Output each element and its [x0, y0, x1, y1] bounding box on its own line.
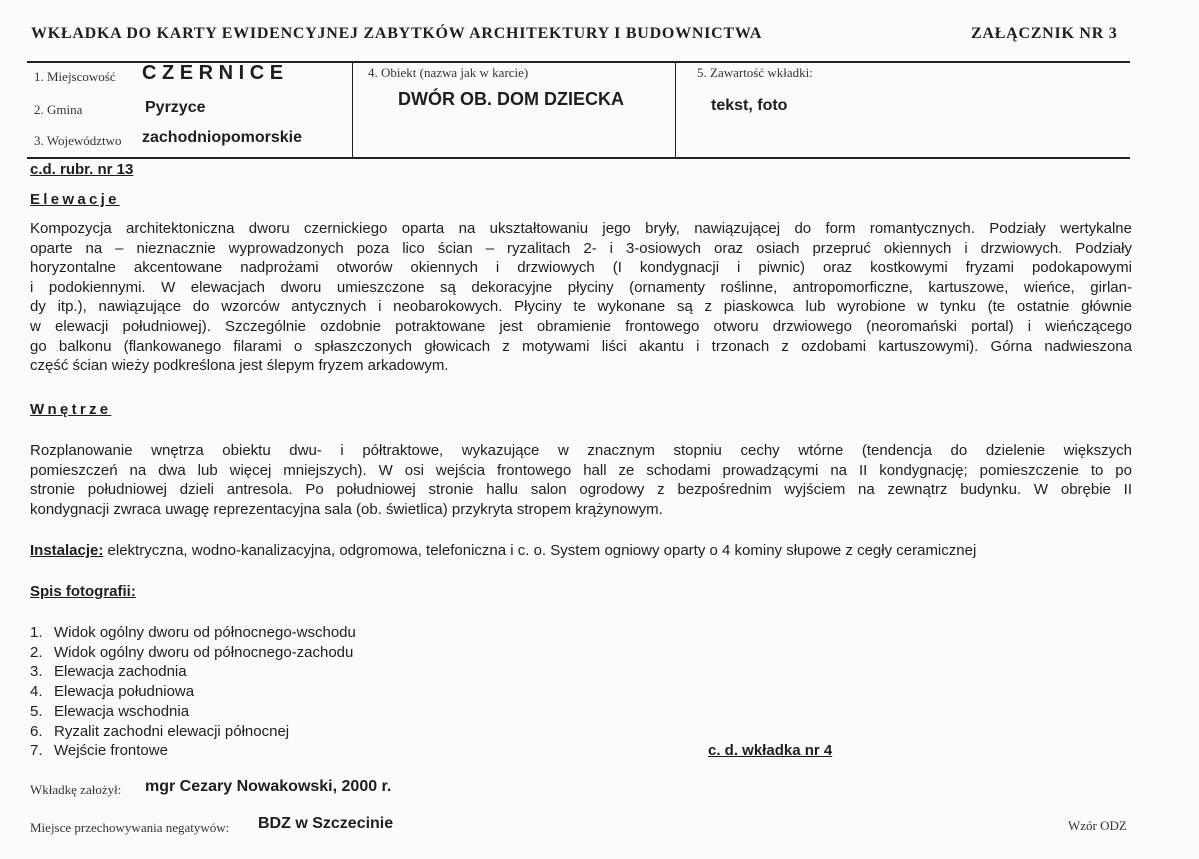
obiekt-label: 4. Obiekt (nazwa jak w karcie): [368, 65, 529, 80]
elewacje-line: dy itp.), nawiązujące do wzorców antycznych i neobarokowych. Płyciny te wykonane są z piaskowca lub wyrobione w tynku (te ostatnie głównie: [30, 298, 1132, 316]
gmina-value: Pyrzyce: [145, 99, 206, 116]
wojewodztwo-value: zachodniopomorskie: [142, 129, 303, 146]
elewacje-line: go balkonu (flankowanego filarami o spłaszczonych głowicach z motywami liści akantu i trzonach z ozdobami kartuszowymi). Górna nadwieszona: [30, 337, 1132, 355]
wnetrze-line: stronie południowej dzieli antresola. Po południowej stronie hallu salon ogrodowy z bezpośrednim wyjściem na zewnątrz budynku. W obrębie II: [30, 481, 1132, 499]
elewacje-line: Kompozycja architektoniczna dworu czernickiego oparta na ukształtowaniu jego bryły, nawiązującej do form romantycznych. Podziały wertykalne: [30, 220, 1132, 237]
zawartosc-value: tekst, foto: [711, 97, 788, 114]
wnetrze-heading: Wnętrze: [30, 401, 112, 418]
wojewodztwo-label: 3. Województwo: [34, 133, 122, 148]
zawartosc-label: 5. Zawartość wkładki:: [697, 65, 813, 80]
photo-item: 5. Elewacja wschodnia: [30, 702, 190, 720]
wnetrze-line: pomieszczeń na dwa lub więcej mniejszych). W osi wejścia frontowego hall ze schodami prowadzącymi na II kondygnację; pomieszczenie to po: [30, 461, 1132, 479]
miejscowosc-value: C Z E R N I C E: [142, 62, 284, 84]
annex-number: ZAŁĄCZNIK NR 3: [971, 25, 1118, 42]
negatives-label: Miejsce przechowywania negatywów:: [30, 820, 230, 835]
rubric-continuation: c.d. rubr. nr 13: [30, 161, 134, 178]
miejscowosc-label: 1. Miejscowość: [34, 69, 116, 84]
photo-item: 3. Elewacja zachodnia: [30, 663, 187, 681]
photo-item: 1. Widok ogólny dworu od północnego-wschodu: [30, 624, 356, 641]
elewacje-line: część ścian wieży podkreślona jest ślepym fryzem arkadowym.: [30, 357, 449, 375]
template-mark: Wzór ODZ: [1068, 818, 1127, 833]
grid-bottom-rule: [27, 157, 1130, 159]
photo-item: 4. Elewacja południowa: [30, 683, 195, 701]
obiekt-value: DWÓR OB. DOM DZIECKA: [398, 89, 624, 109]
photo-item: 2. Widok ogólny dworu od północnego-zachodu: [30, 643, 354, 661]
elewacje-line: w elewacji południowej). Szczególnie ozdobnie potraktowane jest obramienie frontowego otworu drzwiowego (neoromański portal) i wieńczącego: [30, 317, 1132, 335]
author-value: mgr Cezary Nowakowski, 2000 r.: [145, 778, 392, 795]
grid-divider-1: [352, 62, 353, 157]
continuation-note: c. d. wkładka nr 4: [708, 742, 833, 759]
elewacje-line: i podokiennymi. W elewacjach dworu umieszczone są dekoracyjne płyciny (ornamenty roślinne, antropomorficzne, kartuszowe, wieńce, girlan-: [30, 278, 1132, 296]
negatives-value: BDZ w Szczecinie: [258, 815, 394, 832]
grid-divider-2: [675, 62, 676, 157]
instalacje-label: Instalacje:: [30, 542, 104, 559]
wnetrze-paragraph: [30, 441, 1132, 519]
author-label: Wkładkę założył:: [30, 782, 122, 797]
document-title: WKŁADKA DO KARTY EWIDENCYJNEJ ZABYTKÓW ARCHITEKTURY I BUDOWNICTWA: [31, 25, 763, 42]
elewacje-paragraph: [30, 219, 1132, 376]
wnetrze-line: kondygnacji zwraca uwagę reprezentacyjna sala (ob. świetlica) przykryta stropem krążynowym.: [30, 500, 663, 518]
elewacje-line: horyzontalne akcentowane nadprożami otworów okiennych i drzwiowych (I kondygnacji i piwnic) oraz kostkowymi fryzami podokapowymi: [30, 259, 1132, 277]
photo-item: 7. Wejście frontowe: [30, 742, 168, 760]
instalacje-line: [30, 542, 976, 559]
photo-item: 6. Ryzalit zachodni elewacji północnej: [30, 722, 290, 740]
wnetrze-line: Rozplanowanie wnętrza obiektu dwu- i półtraktowe, wykazujące w znacznym stopniu cechy wtórne (tendencja do dzielenie większych: [30, 442, 1132, 459]
elewacje-heading: Elewacje: [30, 191, 120, 208]
photos-heading: Spis fotografii:: [30, 583, 136, 600]
elewacje-line: oparte na – nieznacznie wyprowadzonych poza lico ścian – ryzalitach 2- i 3-osiowych oraz osiach przepruć okiennych i drzwiowych. Podziały: [30, 239, 1132, 257]
photo-list: [30, 623, 356, 761]
instalacje-text: elektryczna, wodno-kanalizacyjna, odgromowa, telefoniczna i c. o. System ogniowy oparty o 4 kominy słupowe z cegły ceramicznej: [103, 542, 977, 559]
gmina-label: 2. Gmina: [34, 102, 83, 117]
